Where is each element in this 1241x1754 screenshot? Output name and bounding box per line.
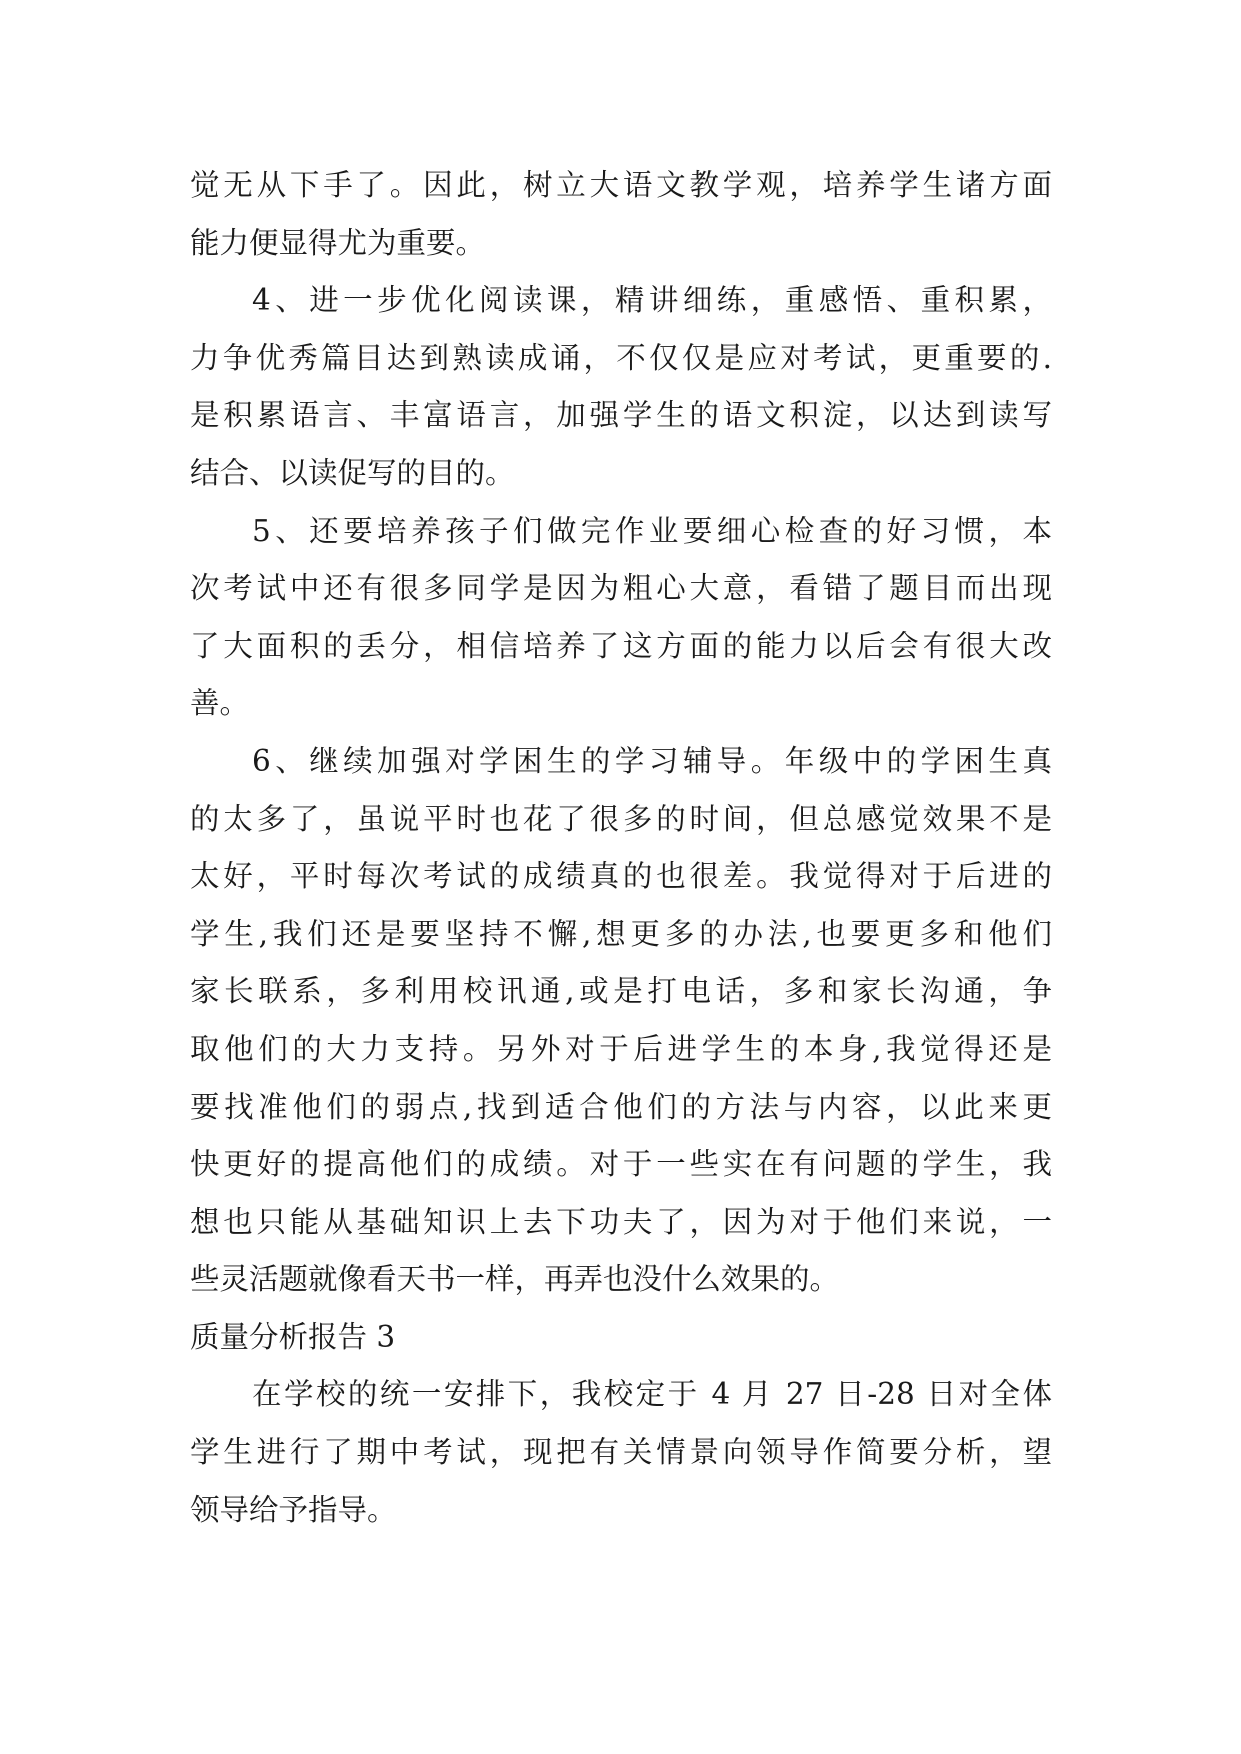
text-line: 太好，平时每次考试的成绩真的也很差。我觉得对于后进的 — [190, 859, 1052, 894]
list-item-5: 5、还要培养孩子们做完作业要细心检查的好习惯，本 — [252, 513, 1052, 548]
text-line: 些灵活题就像看天书一样，再弄也没什么效果的。 — [190, 1262, 840, 1297]
text-line: 快更好的提高他们的成绩。对于一些实在有问题的学生，我 — [190, 1147, 1052, 1182]
text-line: 领导给予指导。 — [190, 1492, 397, 1527]
section-heading: 质量分析报告 3 — [190, 1319, 396, 1354]
text-line: 要找准他们的弱点,找到适合他们的方法与内容，以此来更 — [190, 1089, 1052, 1124]
text-line: 觉无从下手了。因此，树立大语文教学观，培养学生诸方面 — [190, 168, 1052, 202]
text-line: 学生,我们还是要坚持不懈,想更多的办法,也要更多和他们 — [190, 916, 1052, 951]
text-line: 力争优秀篇目达到熟读成诵，不仅仅是应对考试，更重要的. — [190, 340, 1052, 375]
text-line: 结合、以读促写的目的。 — [190, 455, 515, 490]
text-line: 能力便显得尤为重要。 — [190, 225, 486, 260]
text-line: 善。 — [190, 686, 250, 721]
text-line: 的太多了，虽说平时也花了很多的时间，但总感觉效果不是 — [190, 801, 1052, 836]
text-line: 是积累语言、丰富语言，加强学生的语文积淀，以达到读写 — [190, 398, 1052, 433]
paragraph-start: 在学校的统一安排下，我校定于 4 月 27 日-28 日对全体 — [252, 1377, 1052, 1412]
text-line: 了大面积的丢分，相信培养了这方面的能力以后会有很大改 — [190, 628, 1052, 663]
text-line: 次考试中还有很多同学是因为粗心大意，看错了题目而出现 — [190, 571, 1052, 606]
text-line: 取他们的大力支持。另外对于后进学生的本身,我觉得还是 — [190, 1031, 1052, 1066]
list-item-6: 6、继续加强对学困生的学习辅导。年级中的学困生真 — [252, 743, 1052, 778]
document-body — [190, 157, 1052, 1539]
text-line: 想也只能从基础知识上去下功夫了，因为对于他们来说，一 — [190, 1204, 1052, 1239]
list-item-4: 4、进一步优化阅读课，精讲细练，重感悟、重积累， — [252, 283, 1052, 318]
text-line: 家长联系，多利用校讯通,或是打电话，多和家长沟通，争 — [190, 974, 1052, 1009]
text-line: 学生进行了期中考试，现把有关情景向领导作简要分析，望 — [190, 1435, 1052, 1470]
